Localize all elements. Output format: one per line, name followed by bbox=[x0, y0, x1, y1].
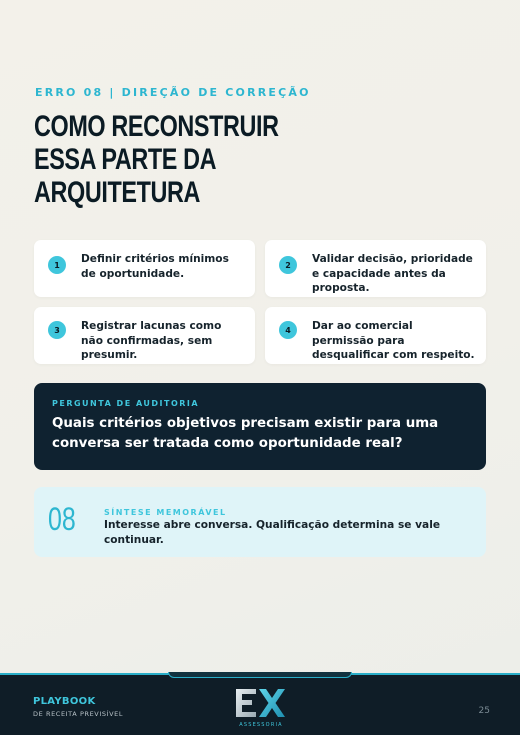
logo-caption: ASSESSORIA bbox=[239, 722, 283, 728]
title-line-2: ESSA PARTE DA bbox=[34, 143, 217, 176]
synthesis-text: Interesse abre conversa. Qualificação determina se vale continuar. bbox=[104, 519, 441, 546]
step-text: Definir critérios mínimos de oportunidade. bbox=[81, 253, 229, 280]
step-card-2 bbox=[265, 240, 486, 297]
title-line-1: COMO RECONSTRUIR bbox=[34, 110, 279, 143]
step-number-badge: 1 bbox=[48, 256, 66, 274]
step-number-badge: 4 bbox=[279, 321, 297, 339]
synthesis-label: SÍNTESE MEMORÁVEL bbox=[104, 508, 227, 517]
synthesis-number: 08 bbox=[48, 501, 76, 537]
page-number: 25 bbox=[478, 706, 490, 716]
section-kicker: ERRO 08 | DIREÇÃO DE CORREÇÃO bbox=[35, 86, 311, 99]
step-number-badge: 3 bbox=[48, 321, 66, 339]
audit-label: PERGUNTA DE AUDITORIA bbox=[52, 399, 200, 408]
audit-question: Quais critérios objetivos precisam existir para uma conversa ser tratada como oportunidade real? bbox=[52, 416, 439, 451]
audit-question-box bbox=[34, 383, 486, 470]
ex-logo-icon bbox=[232, 685, 290, 729]
brand-subtitle: DE RECEITA PREVISÍVEL bbox=[33, 710, 124, 718]
step-text: Registrar lacunas como não confirmadas, sem presumir. bbox=[81, 320, 222, 361]
step-number-badge: 2 bbox=[279, 256, 297, 274]
step-text: Dar ao comercial permissão para desqualificar com respeito. bbox=[312, 320, 475, 361]
brand-title: PLAYBOOK bbox=[33, 696, 96, 707]
step-text: Validar decisão, prioridade e capacidade antes da proposta. bbox=[312, 253, 473, 294]
step-card-4 bbox=[265, 307, 486, 364]
page-title bbox=[34, 110, 279, 209]
footer-tab-decoration bbox=[168, 672, 352, 678]
synthesis-box bbox=[34, 487, 486, 557]
title-line-3: ARQUITETURA bbox=[34, 176, 201, 209]
step-card-3 bbox=[34, 307, 255, 364]
step-card-1 bbox=[34, 240, 255, 297]
page-footer bbox=[0, 673, 520, 735]
